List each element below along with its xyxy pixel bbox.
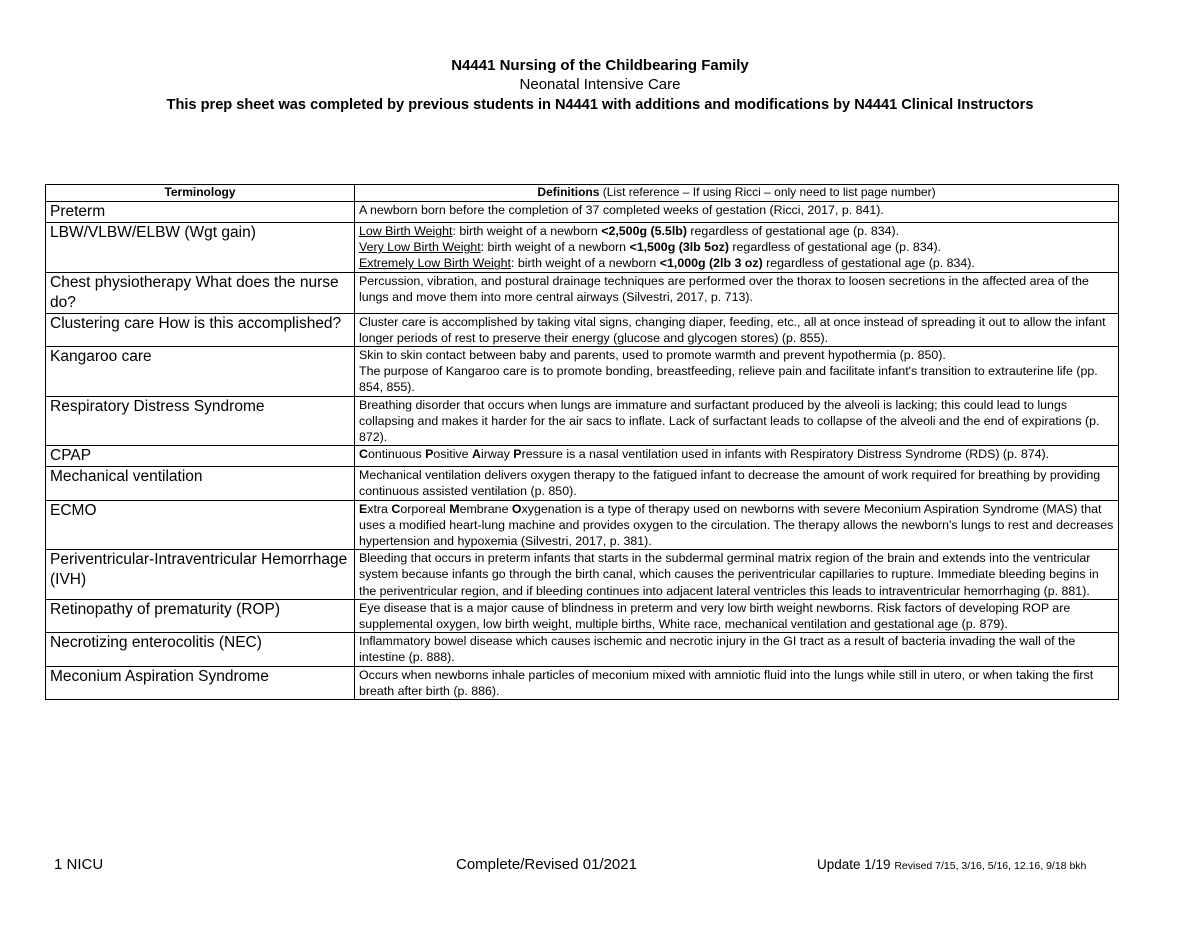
document-header [0, 56, 1200, 115]
table-row [46, 272, 1119, 313]
definition-line [359, 223, 1114, 239]
footer-update-main: Update 1/19 [817, 857, 895, 872]
footer-page-label: 1 NICU [54, 856, 104, 873]
header-definitions [355, 185, 1119, 202]
table-row [46, 313, 1119, 346]
definition-cell: Occurs when newborns inhale particles of meconium mixed with amniotic fluid into the lungs while still in utero, or when taking the first breath after birth (p. 886). [355, 666, 1119, 699]
document-subtitle: Neonatal Intensive Care [519, 76, 681, 93]
document-title: N4441 Nursing of the Childbearing Family [451, 57, 749, 74]
footer-update [817, 857, 1086, 872]
definition-label: Very Low Birth Weight [359, 240, 481, 255]
term-cell: Chest physiotherapy What does the nurse do? [46, 272, 355, 313]
table-row [46, 467, 1119, 500]
term-cell: ECMO [46, 500, 355, 550]
footer-update-history: Revised 7/15, 3/16, 5/16, 12.16, 9/18 bkh [894, 860, 1087, 872]
definition-cell: Mechanical ventilation delivers oxygen therapy to the fatigued infant to decrease the amount of work required for breathing by providing continuous assisted ventilation (p. 850). [355, 467, 1119, 500]
acronym-letter: O [511, 501, 522, 516]
term-cell: Clustering care How is this accomplished? [46, 313, 355, 346]
table-row [46, 500, 1119, 550]
table-row [46, 633, 1119, 666]
term-cell: Meconium Aspiration Syndrome [46, 666, 355, 699]
definition-cell: Inflammatory bowel disease which causes ischemic and necrotic injury in the GI tract as a result of bacteria invading the wall of the intestine (p. 888). [355, 633, 1119, 666]
header-terminology: Terminology [46, 185, 355, 202]
definition-text: ositive [433, 447, 472, 462]
definition-cell: Eye disease that is a major cause of blindness in preterm and very low birth weight newborns. Risk factors of developing ROP are supplemental oxygen, low birth weight, multiple births, White race, mechanical ventilation and gestational age (p. 879). [355, 599, 1119, 632]
definition-text: orporeal [400, 501, 450, 516]
definition-label: Low Birth Weight [359, 224, 453, 238]
definition-cell [355, 223, 1119, 273]
term-cell: Necrotizing enterocolitis (NEC) [46, 633, 355, 666]
document-footer [0, 856, 1200, 876]
definition-bold: <1,500g (3lb 5oz) [629, 240, 729, 255]
definition-label: Extremely Low Birth Weight [359, 256, 511, 271]
definition-text: : birth weight of a newborn [452, 224, 602, 238]
definition-line [359, 239, 1114, 255]
header-definitions-note: (List reference – If using Ricci – only need to list page number) [599, 185, 936, 199]
term-cell: Respiratory Distress Syndrome [46, 396, 355, 446]
definition-text: embrane [459, 501, 512, 516]
definition-cell [355, 446, 1119, 467]
definition-cell [355, 500, 1119, 550]
term-cell: CPAP [46, 446, 355, 467]
definition-text: : birth weight of a newborn [510, 256, 660, 271]
definition-text: xtra [367, 501, 392, 516]
term-cell: LBW/VLBW/ELBW (Wgt gain) [46, 223, 355, 273]
header-definitions-bold: Definitions [537, 185, 600, 199]
acronym-letter: C [359, 447, 368, 462]
definition-text: irway [480, 447, 514, 462]
definition-text: ontinuous [367, 447, 426, 462]
table-row [46, 347, 1119, 397]
definition-cell: Bleeding that occurs in preterm infants that starts in the subdermal germinal matrix region of the brain and extends into the ventricular system because infants go through the birth canal, which causes the periventricular capillaries to rupture. Immediate bleeding begins in the periventricular region, and if bleeding continues into adjacent lateral ventricles this leads to intraventricular hemorrhaging (p. 881). [355, 550, 1119, 600]
definition-line [359, 255, 1114, 271]
term-cell: Mechanical ventilation [46, 467, 355, 500]
definition-bold: <1,000g (2lb 3 oz) [659, 256, 763, 271]
table-row [46, 446, 1119, 467]
definition-cell: A newborn born before the completion of 37 completed weeks of gestation (Ricci, 2017, p. 841). [355, 202, 1119, 223]
definition-text: : birth weight of a newborn [480, 240, 630, 255]
table-row [46, 223, 1119, 273]
definition-text: xygenation is a type of therapy used on newborns with severe Meconium Aspiration Syndrome (MAS) that uses a modified heart-lung machine and provides oxygen to the circulation. The therapy allows the newborn's lungs to rest and decreases hypertension and hypoxemia (Silvestri, 2017, p. 381). [359, 501, 1114, 549]
table-row [46, 666, 1119, 699]
definition-bold: <2,500g (5.5lb) [601, 224, 687, 238]
table-row [46, 550, 1119, 600]
document-note: This prep sheet was completed by previous students in N4441 with additions and modifications by N4441 Clinical Instructors [166, 97, 1034, 113]
table-row [46, 396, 1119, 446]
acronym-letter: P [513, 447, 522, 462]
definition-line: The purpose of Kangaroo care is to promote bonding, breastfeeding, relieve pain and facilitate infant's transition to extrauterine life (pp. 854, 855). [359, 364, 1098, 395]
footer-revision: Complete/Revised 01/2021 [456, 856, 637, 873]
term-cell: Periventricular-Intraventricular Hemorrhage (IVH) [46, 550, 355, 600]
acronym-letter: A [471, 447, 481, 462]
term-cell: Kangaroo care [46, 347, 355, 397]
table-row [46, 599, 1119, 632]
table-row [46, 202, 1119, 223]
definition-text: regardless of gestational age (p. 834). [762, 256, 975, 271]
acronym-letter: P [425, 447, 434, 462]
acronym-letter: M [449, 501, 460, 516]
term-cell: Retinopathy of prematurity (ROP) [46, 599, 355, 632]
definition-cell: Breathing disorder that occurs when lungs are immature and surfactant produced by the alveoli is lacking; this could lead to lungs collapsing and makes it harder for the air sacs to inflate. Lack of surfactant leads to collapse of the alveoli and the end of expirations (p. 872). [355, 396, 1119, 446]
acronym-letter: C [391, 501, 401, 516]
definition-cell [355, 347, 1119, 397]
acronym-letter: E [359, 501, 368, 516]
definition-text: regardless of gestational age (p. 834). [686, 224, 900, 238]
definition-text: regardless of gestational age (p. 834). [728, 240, 942, 255]
definition-cell: Cluster care is accomplished by taking vital signs, changing diaper, feeding, etc., all at once instead of spreading it out to allow the infant longer periods of rest to preserve their energy (glucose and glycogen stores) (p. 855). [355, 313, 1119, 346]
definition-line: Skin to skin contact between baby and parents, used to promote warmth and prevent hypothermia (p. 850). [359, 348, 946, 363]
definition-text: ressure is a nasal ventilation used in infants with Respiratory Distress Syndrome (RDS) (p. 874). [521, 447, 1050, 462]
definition-cell: Percussion, vibration, and postural drainage techniques are performed over the thorax to loosen secretions in the affected area of the lungs and move them into more central airways (Silvestri, 2017, p. 713). [355, 272, 1119, 313]
table-header-row [46, 185, 1119, 202]
terminology-table [45, 184, 1119, 700]
term-cell: Preterm [46, 202, 355, 223]
